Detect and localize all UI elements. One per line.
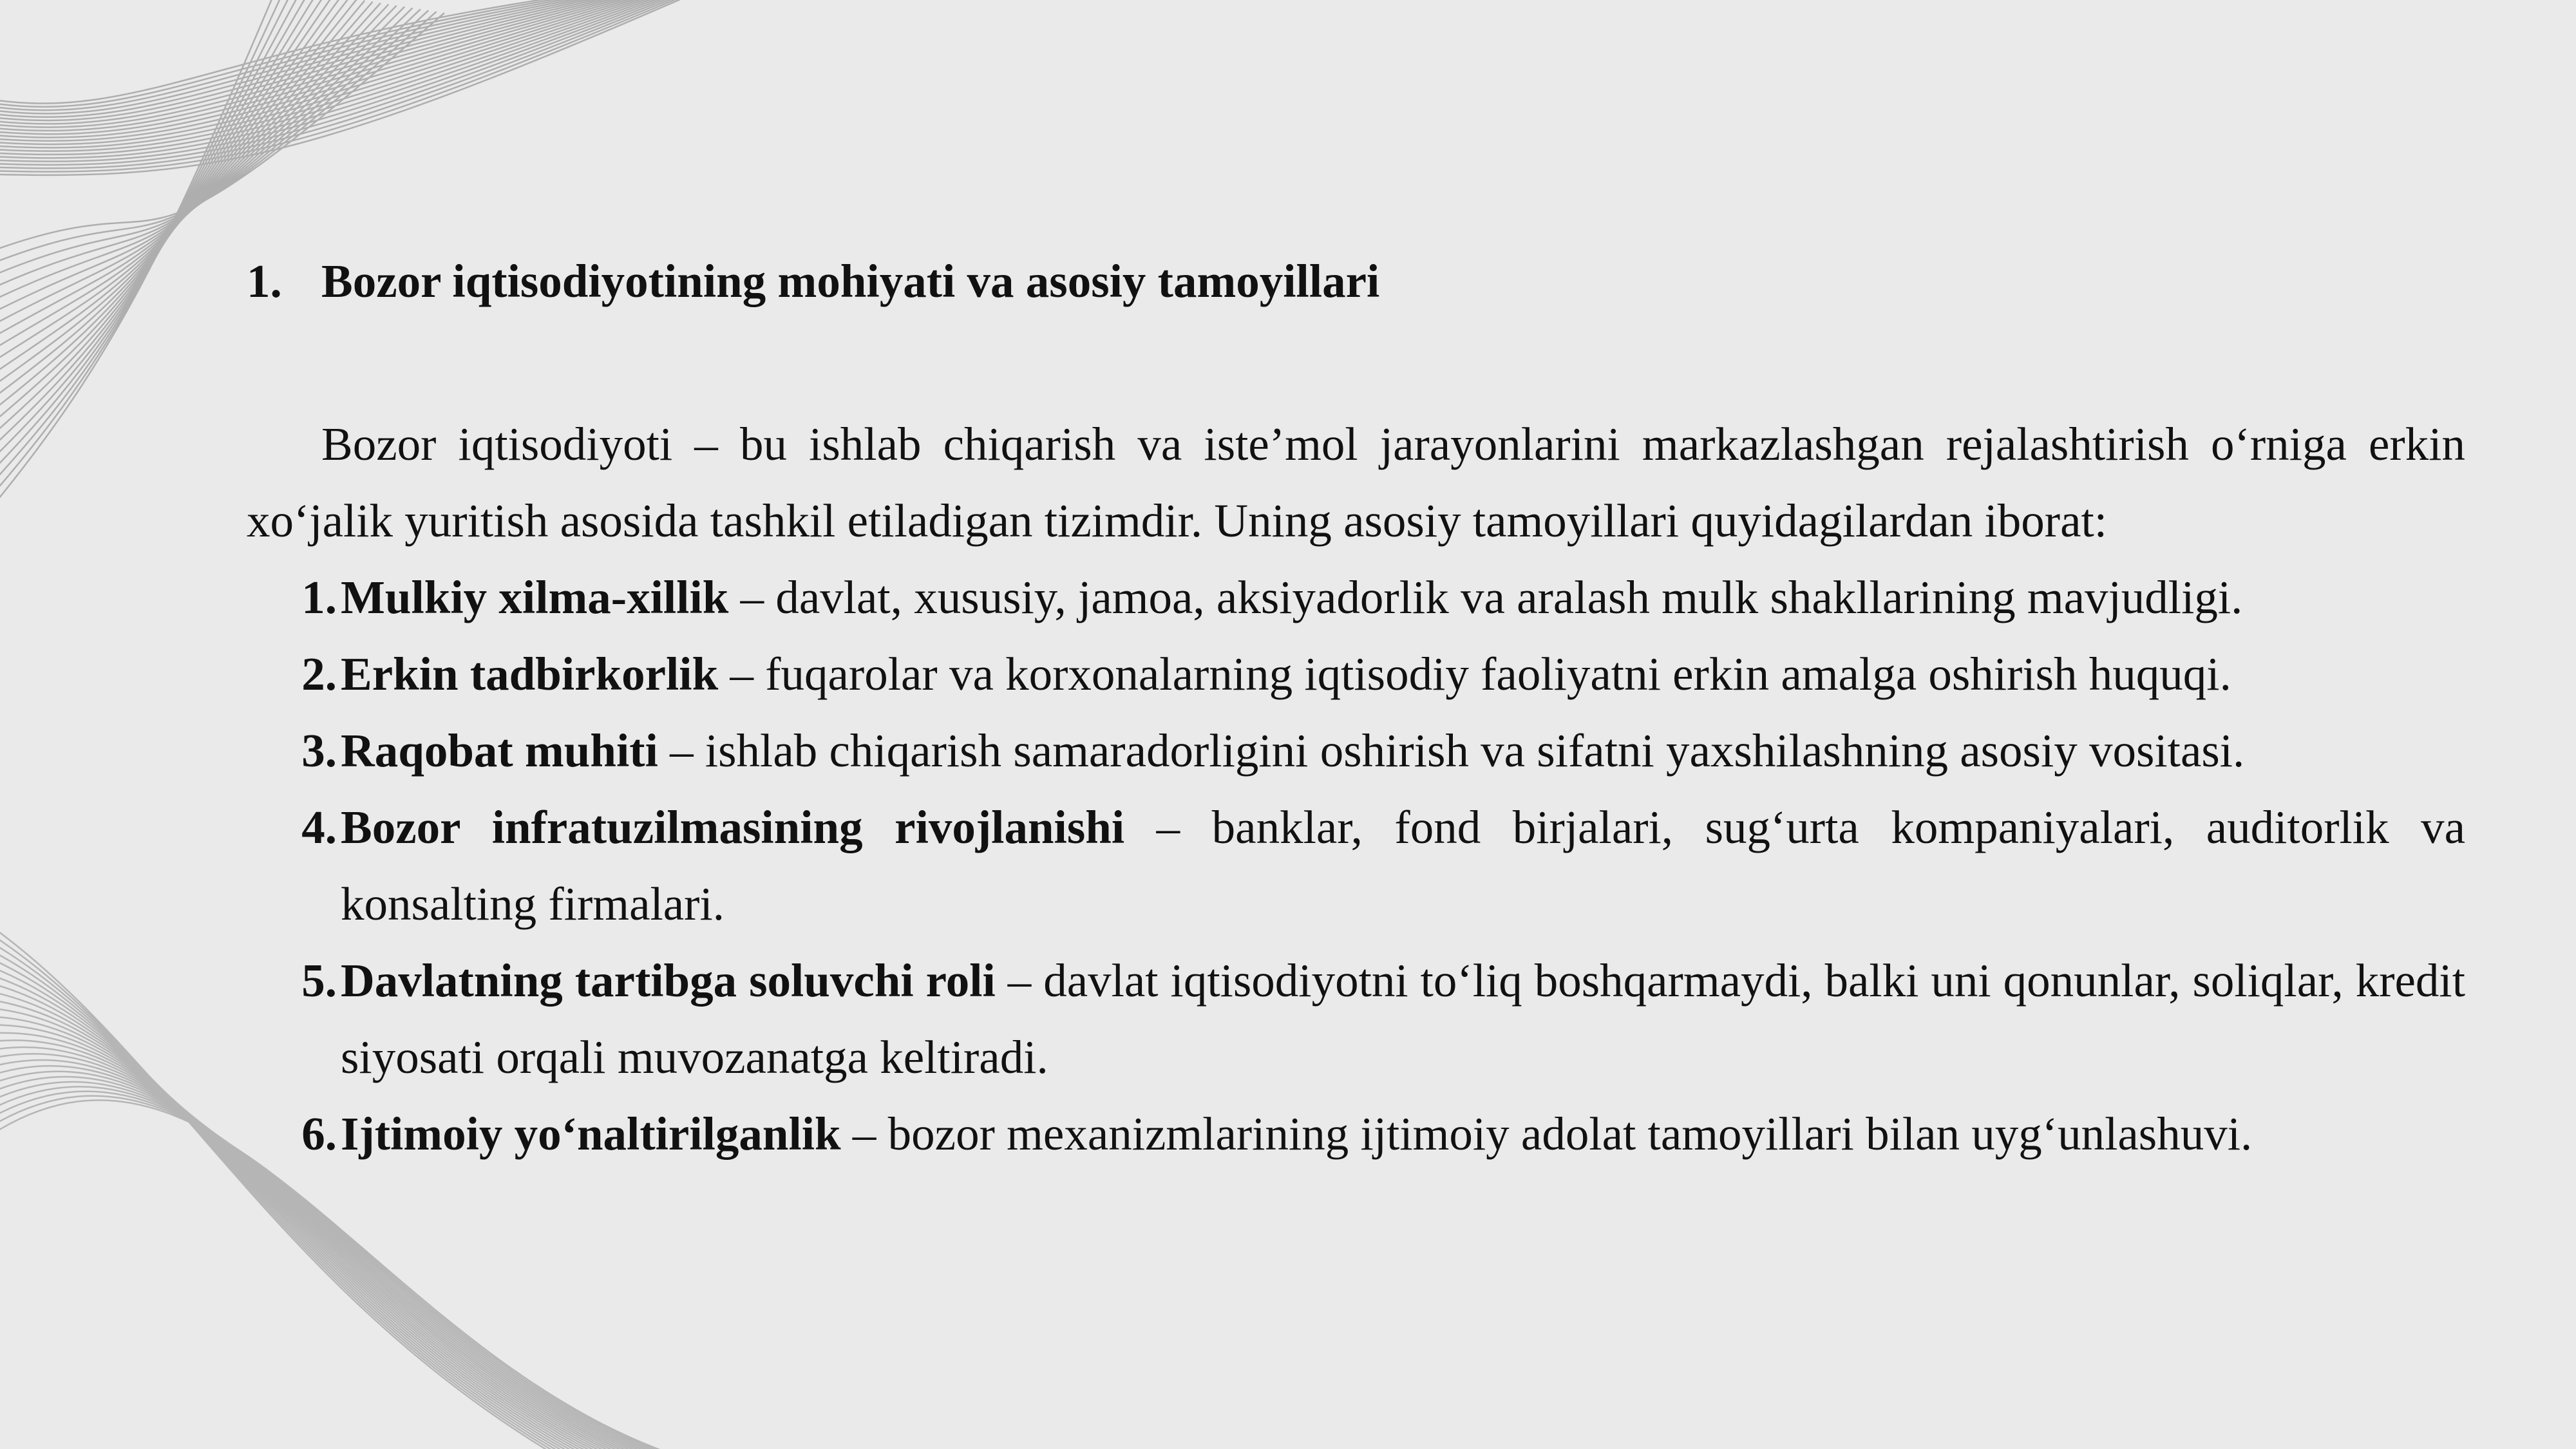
section-number: 1. [247,255,282,307]
list-item-body [341,559,2465,636]
list-item-body [341,942,2465,1095]
list-item-text: – banklar, fond birjalari, sug‘urta kompaniyalari, auditorlik va konsalting firmalari. [341,801,2466,930]
list-item-text: – bozor mexanizmlarining ijtimoiy adolat tamoyillari bilan uyg‘unlashuvi. [840,1108,2253,1160]
list-item [247,712,2465,789]
list-item-number: 4. [301,801,337,853]
list-item-body [341,636,2465,712]
list-item-term: Bozor infratuzilmasining rivojlanishi [341,801,1125,853]
document-content [247,255,2466,1172]
list-item-number: 1. [301,571,337,623]
list-item-number: 5. [301,954,337,1007]
list-item-term: Ijtimoiy yo‘naltirilganlik [341,1108,841,1160]
intro-paragraph: Bozor iqtisodiyoti – bu ishlab chiqarish va iste’mol jarayonlarini markazlashgan rejalashtirish o‘rniga erkin xo‘jalik yuritish asosida tashkil etiladigan tizimdir. Uning asosiy tamoyillari quyidagilardan iborat: [247,418,2465,547]
list-item [247,636,2465,712]
list-item-number: 3. [301,724,337,777]
list-item [247,942,2465,1095]
principles-list [247,559,2465,1172]
list-item [247,559,2465,636]
list-item-body [341,1095,2465,1172]
list-item [247,789,2465,942]
section-heading [247,255,2465,307]
list-item-number: 6. [301,1108,337,1160]
list-item-text: – fuqarolar va korxonalarning iqtisodiy faoliyatni erkin amalga oshirish huquqi. [718,648,2231,700]
list-item-text: – davlat, xususiy, jamoa, aksiyadorlik va aralash mulk shakllarining mavjudligi. [728,571,2243,623]
list-item-number: 2. [301,648,337,700]
list-item-term: Erkin tadbirkorlik [341,648,719,700]
list-item-term: Mulkiy xilma-xillik [341,571,729,623]
list-item-text: – ishlab chiqarish samaradorligini oshirish va sifatni yaxshilashning asosiy vositasi. [658,724,2245,777]
list-item-text: – davlat iqtisodiyotni to‘liq boshqarmaydi, balki uni qonunlar, soliqlar, kredit siyosati orqali muvozanatga keltiradi. [341,954,2465,1083]
list-item-term: Raqobat muhiti [341,724,658,777]
list-item [247,1095,2465,1172]
list-item-body [341,712,2465,789]
list-item-body [341,789,2465,942]
section-title: Bozor iqtisodiyotining mohiyati va asosiy tamoyillari [321,255,1380,307]
list-item-term: Davlatning tartibga soluvchi roli [341,954,996,1007]
